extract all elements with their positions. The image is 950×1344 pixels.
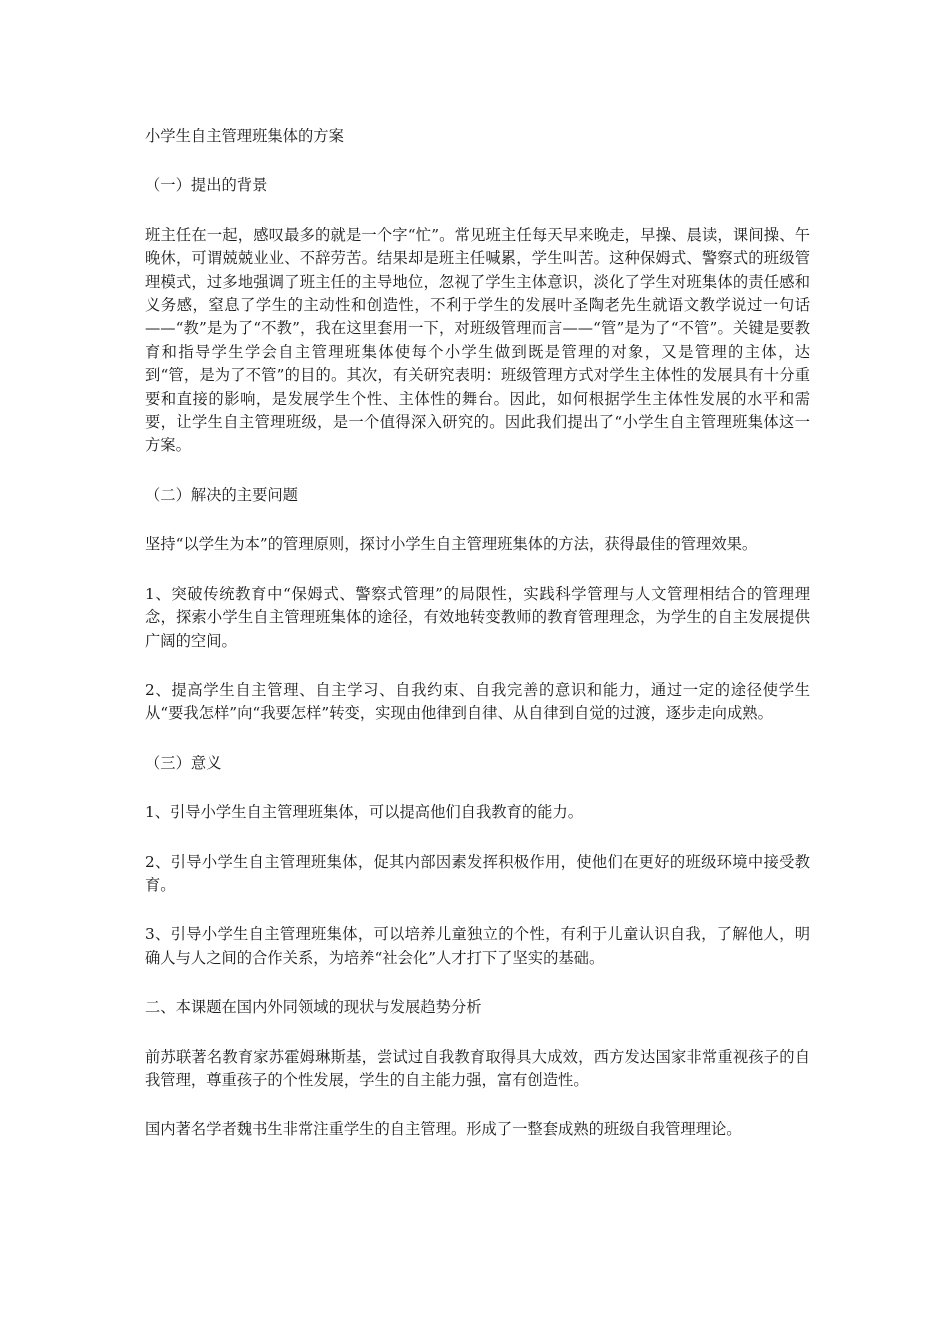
section-heading: 二、本课题在国内外同领域的现状与发展趋势分析 xyxy=(145,998,482,1017)
document-title: 小学生自主管理班集体的方案 xyxy=(145,127,344,145)
paragraph: 班主任在一起，感叹最多的就是一个字“忙”。常见班主任每天早来晚走，早操、晨读，课间操、午晚休，可谓兢兢业业、不辞劳苦。结果却是班主任喊累，学生叫苦。这种保姆式、警察式的班级管理模式，过多地强调了班主任的主导地位，忽视了学生主体意识，淡化了学生对班集体的责任感和义务感，窒息了学生的主动性和创造性，不利于学生的发展叶圣陶老先生就语文教学说过一句话——“教”是为了“不教”，我在这里套用一下，对班级管理而言——“管”是为了“不管”。关键是要教育和指导学生学会自主管理班集体使每个小学生做到既是管理的对象，又是管理的主体，达到“管，是为了不管”的目的。其次，有关研究表明：班级管理方式对学生主体性的发展具有十分重要和直接的影响，是发展学生个性、主体性的舞台。因此，如何根据学生主体性发展的水平和需要，让学生自主管理班级，是一个值得深入研究的。因此我们提出了“小学生自主管理班集体这一方案。 xyxy=(145,225,810,455)
section-heading: （二）解决的主要问题 xyxy=(145,485,298,504)
paragraph: 坚持“以学生为本”的管理原则，探讨小学生自主管理班集体的方法，获得最佳的管理效果。 xyxy=(145,535,758,554)
section-heading: （一）提出的背景 xyxy=(145,176,268,195)
section-heading: （三）意义 xyxy=(145,753,222,772)
section-significance xyxy=(145,752,810,970)
paragraph: 2、引导小学生自主管理班集体，促其内部因素发挥积极作用，使他们在更好的班级环境中接受教育。 xyxy=(145,852,810,894)
paragraph: 3、引导小学生自主管理班集体，可以培养儿童独立的个性，有利于儿童认识自我，了解他人，明确人与人之间的合作关系，为培养“社会化”人才打下了坚实的基础。 xyxy=(145,925,810,967)
document-page xyxy=(145,125,810,1168)
paragraph: 1、突破传统教育中“保姆式、警察式管理”的局限性，实践科学管理与人文管理相结合的管理理念，探索小学生自主管理班集体的途径，有效地转变教师的教育管理理念，为学生的自主发展提供广阔的空间。 xyxy=(145,584,810,650)
section-main-problems xyxy=(145,484,810,726)
section-status-analysis xyxy=(145,996,810,1142)
paragraph: 2、提高学生自主管理、自主学习、自我约束、自我完善的意识和能力，通过一定的途径使学生从“要我怎样”向“我要怎样”转变，实现由他律到自律、从自律到自觉的过渡，逐步走向成熟。 xyxy=(145,680,810,723)
paragraph: 1、引导小学生自主管理班集体，可以提高他们自我教育的能力。 xyxy=(145,803,584,822)
paragraph: 前苏联著名教育家苏霍姆琳斯基，尝试过自我教育取得具大成效，西方发达国家非常重视孩子的自我管理，尊重孩子的个性发展，学生的自主能力强，富有创造性。 xyxy=(145,1047,810,1089)
paragraph: 国内著名学者魏书生非常注重学生的自主管理。形成了一整套成熟的班级自我管理理论。 xyxy=(145,1120,742,1139)
section-background xyxy=(145,174,810,457)
